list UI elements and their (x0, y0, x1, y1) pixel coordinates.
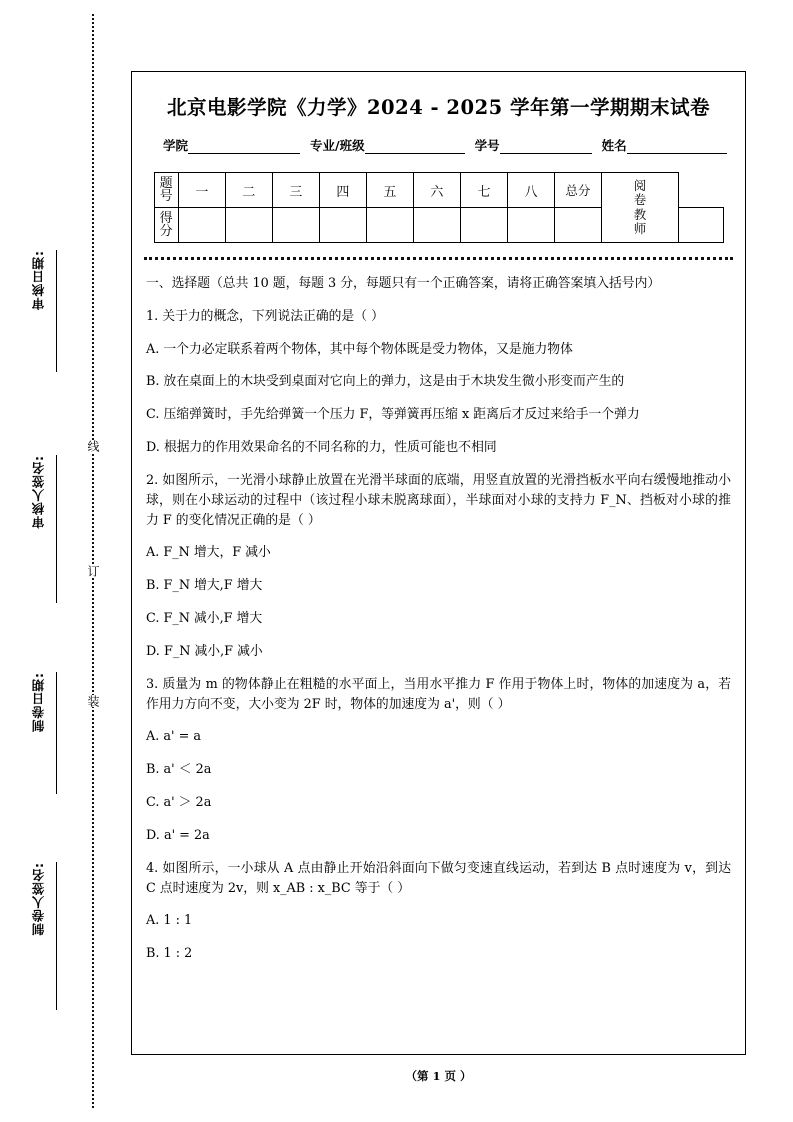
score-cell-9[interactable] (679, 208, 723, 243)
exam-paper-box (131, 71, 746, 1055)
score-cell-8[interactable] (554, 208, 601, 243)
question-body (146, 274, 731, 964)
score-table-col-6: 七 (460, 173, 507, 208)
margin-label-2: 制卷日期: (31, 672, 46, 732)
score-cell-7[interactable] (507, 208, 554, 243)
info-field-name (602, 136, 727, 154)
margin-label-rule-0 (56, 250, 57, 372)
score-table-row-header-number: 题 号 (154, 173, 178, 208)
fold-mark-1: 订 (86, 565, 100, 577)
info-blank-student-id[interactable] (500, 139, 592, 154)
page-title: 北京电影学院《力学》2024 - 2025 学年第一学期期末试卷 (166, 96, 710, 119)
score-table (154, 172, 724, 243)
score-table-col-4: 五 (366, 173, 413, 208)
section-heading: 一、选择题（总共 10 题，每题 3 分，每题只有一个正确答案，请将正确答案填入括号内） (146, 276, 661, 291)
score-table-col-0: 一 (178, 173, 225, 208)
score-table-col-3: 四 (319, 173, 366, 208)
question-item-q4: 4. 如图所示，一小球从 A 点由静止开始沿斜面向下做匀变速直线运动，若到达 B 点时速度为 v，到达 C 点时速度为 2v，则 x_AB : x_BC 等于（ ） (146, 860, 731, 896)
question-item-q2c: C. F_N 减小,F 增大 (146, 611, 263, 627)
info-blank-major-class[interactable] (365, 139, 465, 154)
info-field-major-class (310, 136, 465, 154)
question-item-q3d: D. a' = 2a (146, 827, 210, 843)
score-table-col-5: 六 (413, 173, 460, 208)
score-cell-6[interactable] (460, 208, 507, 243)
info-label-major-class: 专业/班级 (310, 138, 365, 153)
score-table-col-2: 三 (272, 173, 319, 208)
question-item-q3c: C. a' ＞ 2a (146, 795, 212, 811)
question-item-q1b: B. 放在桌面上的木块受到桌面对它向上的弹力，这是由于木块发生微小形变而产生的 (146, 374, 625, 390)
question-item-q2b: B. F_N 增大,F 增大 (146, 578, 263, 594)
dotted-separator (144, 257, 733, 260)
info-blank-name[interactable] (627, 139, 727, 154)
question-item-q3b: B. a' ＜ 2a (146, 762, 212, 778)
margin-label-rule-3 (56, 862, 57, 1010)
table-row (154, 173, 723, 208)
fold-dotted-line (92, 14, 94, 1108)
page-footer: （第 1 页 ） (405, 1069, 472, 1083)
fold-mark-2: 装 (86, 695, 100, 707)
info-field-student-id (475, 136, 592, 154)
margin-label-0: 审核日期: (31, 250, 46, 310)
question-item-q2a: A. F_N 增大，F 减小 (146, 545, 271, 561)
score-table-col-1: 二 (225, 173, 272, 208)
score-cell-0[interactable] (178, 208, 225, 243)
margin-label-rule-2 (56, 672, 57, 794)
left-margin-area (0, 0, 131, 1122)
score-table-row-header-score: 得 分 (154, 208, 178, 243)
question-item-q1: 1. 关于力的概念，下列说法正确的是（ ） (146, 308, 384, 324)
score-table-teacher-header: 阅 卷 教 师 (601, 173, 678, 243)
score-cell-5[interactable] (413, 208, 460, 243)
score-cell-2[interactable] (272, 208, 319, 243)
score-cell-1[interactable] (225, 208, 272, 243)
question-item-q3: 3. 质量为 m 的物体静止在粗糙的水平面上，当用水平推力 F 作用于物体上时，物体的加速度为 a，若作用力方向不变，大小变为 2F 时，物体的加速度为 a'，则（ ） (146, 676, 731, 712)
score-table-total-header: 总分 (554, 173, 601, 208)
question-item-q1a: A. 一个力必定联系着两个物体，其中每个物体既是受力物体，又是施力物体 (146, 341, 573, 357)
info-label-student-id: 学号 (474, 138, 500, 153)
info-label-name: 姓名 (601, 138, 627, 153)
score-cell-3[interactable] (319, 208, 366, 243)
question-item-q1d: D. 根据力的作用效果命名的不同名称的力，性质可能也不相同 (146, 440, 497, 456)
margin-label-rule-1 (56, 455, 57, 603)
student-info-row (163, 136, 729, 154)
question-item-q4a: A. 1 : 1 (146, 913, 193, 929)
fold-mark-0: 线 (86, 440, 100, 452)
question-item-q1c: C. 压缩弹簧时，手先给弹簧一个压力 F，等弹簧再压缩 x 距离后才反过来给手一个弹力 (146, 407, 640, 423)
info-field-college (163, 136, 300, 154)
margin-label-3: 制卷人签名: (31, 862, 46, 936)
info-label-college: 学院 (163, 138, 189, 153)
question-item-q2d: D. F_N 减小,F 减小 (146, 643, 263, 659)
margin-label-1: 审核人签名: (31, 455, 46, 529)
question-item-q2: 2. 如图所示，一光滑小球静止放置在光滑半球面的底端，用竖直放置的光滑挡板水平向右缓慢地推动小球，则在小球运动的过程中（该过程小球未脱离球面），半球面对小球的支持力 F_N、挡板对小球的推力 F 的变化情况正确的是（ ） (146, 472, 731, 528)
question-item-q3a: A. a' = a (146, 729, 202, 745)
score-table-col-7: 八 (507, 173, 554, 208)
score-cell-4[interactable] (366, 208, 413, 243)
info-blank-college[interactable] (188, 139, 300, 154)
question-item-q4b: B. 1 : 2 (146, 946, 193, 962)
